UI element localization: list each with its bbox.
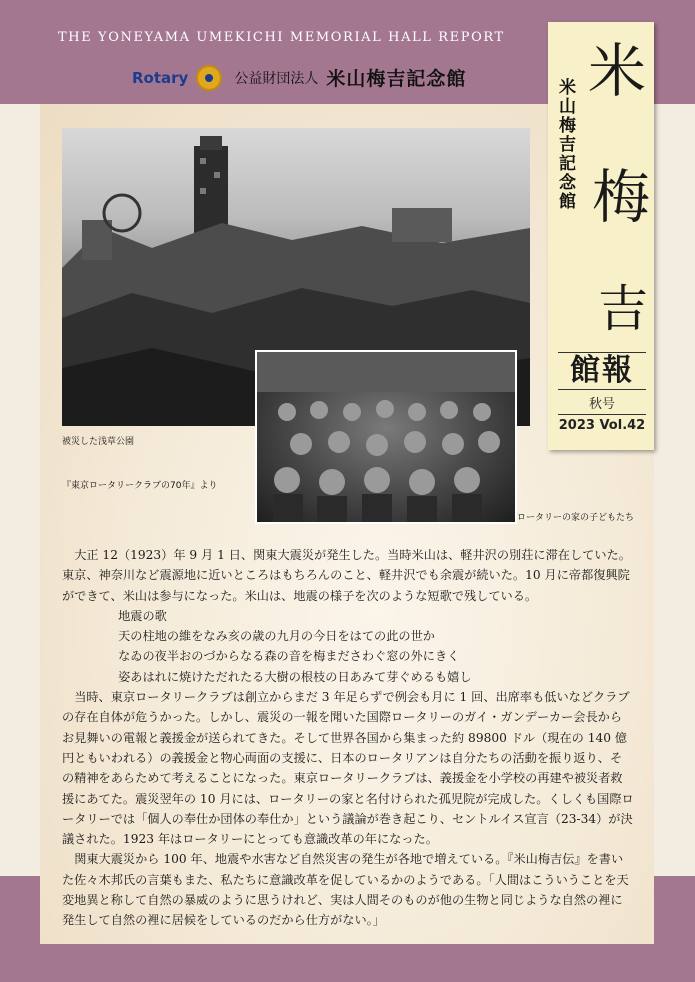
bulletin-label: 館報 <box>558 352 646 390</box>
masthead-card <box>548 22 654 450</box>
photo-source-caption: 『東京ロータリークラブの70年』より <box>62 481 218 491</box>
article-paragraph-3: 関東大震災から 100 年、地震や水害など自然災害の発生が各地で増えている。『米山梅吉伝』を書いた佐々木邦氏の言葉もまた、私たちに意識改革を促しているかのようである。「人間はこういうことを天変地異と称して自然の暴威のように思うけれど、実は人間そのものが他の生物と同じような自然の裡に発生して自然の裡に居候をしているのだから仕方がない。」 <box>62 852 629 928</box>
masthead-vertical-title: 米山梅吉記念館 <box>555 78 575 211</box>
org-line <box>132 64 466 91</box>
report-title-en: THE YONEYAMA UMEKICHI MEMORIAL HALL REPORT <box>58 30 505 45</box>
calligraphy-char-2: 梅 <box>592 163 651 231</box>
org-name: 米山梅吉記念館 <box>326 68 467 90</box>
children-illustration <box>257 352 515 522</box>
poem-title: 地震の歌 <box>118 608 167 623</box>
poem-line-1: 天の柱地の維をなみ亥の歳の九月の今日をはての此の世か <box>118 629 435 644</box>
asakusa-caption: 被災した浅草公園 <box>62 437 135 447</box>
org-type-label: 公益財団法人 <box>234 70 319 87</box>
calligraphy-char-3: 吉 <box>598 280 648 338</box>
poem-line-2: なゐの夜半おのづからなる森の音を梅まださわぐ窓の外にきく <box>118 649 460 664</box>
season-label: 秋号 <box>558 393 646 415</box>
rotary-wordmark: Rotary <box>132 68 189 87</box>
article-paragraph-1: 大正 12（1923）年 9 月 1 日、関東大震災が発生した。当時米山は、軽井沢の別荘に滞在していた。東京、神奈川など震源地に近いところはもちろんのこと、軽井沢でも余震が続いた。10 月に帝都復興院ができて、米山は参与になった。米山は、地震の様子を次のような短歌で残している。 <box>62 548 631 603</box>
calligraphy-char-1: 米 <box>588 37 647 105</box>
rotary-children-photo <box>255 350 517 524</box>
issue-block <box>558 352 646 433</box>
article-body <box>62 545 634 931</box>
volume-label: 2023 Vol.42 <box>558 418 646 433</box>
children-caption: ロータリーの家の子どもたち <box>517 513 635 523</box>
poem-block <box>62 606 634 687</box>
poem-line-3: 姿あはれに焼けただれたる大樹の根枝の日あみて芽ぐめるも嬉し <box>118 669 472 684</box>
rotary-wheel-icon <box>196 65 222 91</box>
article-paragraph-2: 当時、東京ロータリークラブは創立からまだ 3 年足らずで例会も月に 1 回、出席率も低いなどクラブの存在自体が危うかった。しかし、震災の一報を聞いた国際ロータリーのガイ・ガンデーカー会長からお見舞いの電報と義援金が送られてきた。そして世界各国から集まった約 89800 ドル（現在の 140 億円ともいわれる）の義援金と物心両面の支援に、日本のロータリアンは自分たちの活動を振り返り、その精神をあらためて考えることになった。東京ロータリークラブは、義援金を小学校の再建や被災者救援にあてた。震災翌年の 10 月には、ロータリーの家と名付けられた孤児院が完成した。くしくも国際ロータリーでは「個人の奉仕か団体の奉仕か」という議論が巻き起こり、セントルイス宣言（23-34）が決議された。1923 年はロータリーにとっても意識改革の年になった。 <box>62 690 634 847</box>
